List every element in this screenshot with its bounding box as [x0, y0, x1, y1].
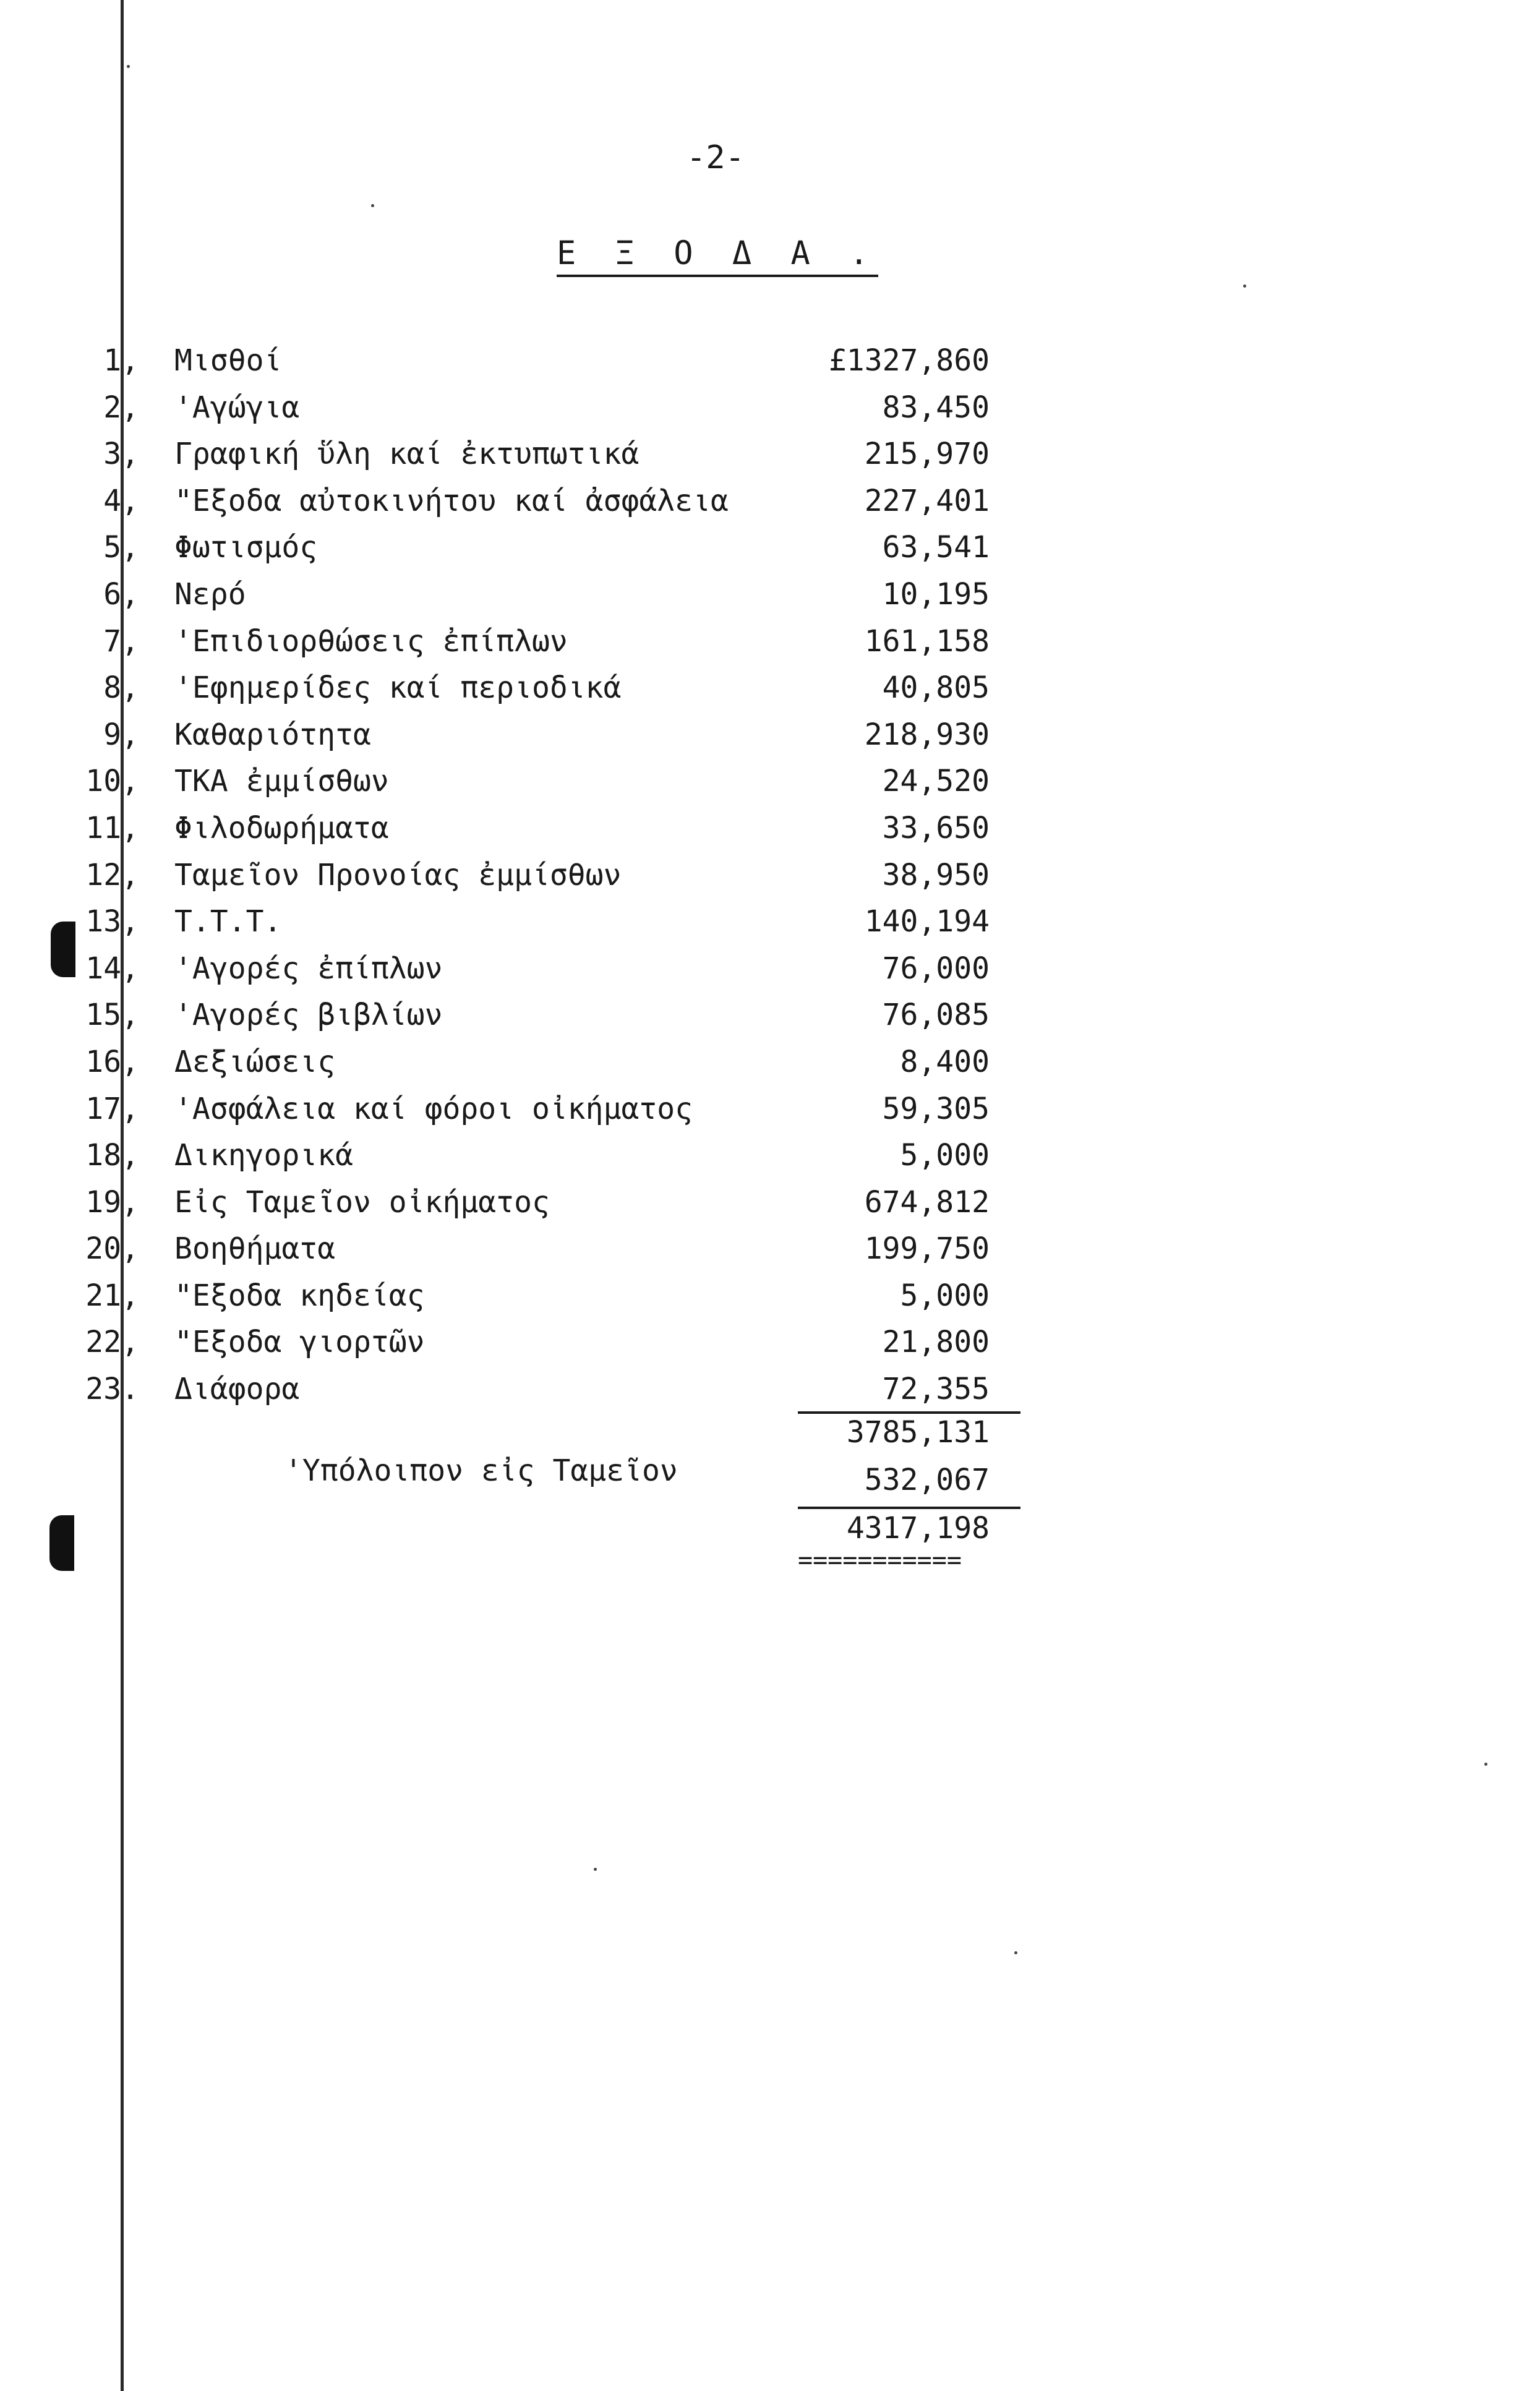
row-number: 10,	[85, 764, 139, 799]
total-amount: 4317,198	[846, 1511, 990, 1546]
scan-speck	[127, 65, 130, 68]
row-amount: 161,158	[864, 623, 990, 659]
row-label: Δεξιώσεις	[174, 1044, 336, 1079]
heading-expenses: Ε Ξ Ο Δ Α .	[557, 235, 878, 277]
expense-row	[0, 1092, 1540, 1139]
row-label: Τ.Τ.Τ.	[174, 904, 282, 939]
row-number: 1,	[103, 343, 139, 378]
row-number: 8,	[103, 670, 139, 706]
row-number: 17,	[85, 1091, 139, 1126]
row-number: 9,	[103, 717, 139, 752]
row-label: 'Αγορές βιβλίων	[174, 998, 443, 1033]
row-number: 19,	[85, 1184, 139, 1220]
sum-rule	[798, 1411, 1020, 1414]
expense-row	[0, 1325, 1540, 1372]
row-label: Εἰς Ταμεῖον οἰκήματος	[174, 1184, 550, 1220]
expense-row	[0, 484, 1540, 531]
row-amount: £1327,860	[828, 343, 990, 378]
row-label: 'Ασφάλεια καί φόροι οἰκήματος	[174, 1091, 693, 1126]
expense-row	[0, 624, 1540, 671]
expense-row	[0, 858, 1540, 905]
total-rule	[798, 1507, 1020, 1509]
row-amount: 215,970	[864, 437, 990, 472]
row-amount: 83,450	[882, 390, 990, 425]
row-label: 'Αγώγια	[174, 390, 300, 425]
row-label: Μισθοί	[174, 343, 282, 378]
row-amount: 76,000	[882, 951, 990, 986]
expense-row	[0, 951, 1540, 998]
row-amount: 40,805	[882, 670, 990, 706]
row-amount: 227,401	[864, 483, 990, 518]
row-number: 16,	[85, 1044, 139, 1079]
row-number: 5,	[103, 530, 139, 565]
expense-row	[0, 717, 1540, 764]
expense-row	[0, 390, 1540, 437]
row-label: Γραφική ὕλη καί ἐκτυπωτικά	[174, 437, 640, 472]
row-label: Ταμεῖον Προνοίας ἐμμίσθων	[174, 857, 622, 892]
scan-speck	[594, 1868, 597, 1871]
row-number: 14,	[85, 951, 139, 986]
row-label: ΤΚΑ ἐμμίσθων	[174, 764, 389, 799]
row-number: 2,	[103, 390, 139, 425]
row-number: 18,	[85, 1138, 139, 1173]
row-number: 15,	[85, 998, 139, 1033]
row-number: 13,	[85, 904, 139, 939]
row-number: 12,	[85, 857, 139, 892]
punch-hole	[49, 1515, 74, 1571]
row-label: Νερό	[174, 576, 246, 612]
scan-speck	[1014, 1951, 1017, 1954]
scan-speck	[1243, 284, 1246, 288]
expense-row	[0, 577, 1540, 624]
row-label: Καθαριότητα	[174, 717, 371, 752]
row-label: 'Εφημερίδες καί περιοδικά	[174, 670, 622, 706]
balance-label: 'Υπόλοιπον εἰς Ταμεῖον	[284, 1453, 678, 1488]
row-number: 22,	[85, 1325, 139, 1360]
row-amount: 218,930	[864, 717, 990, 752]
row-amount: 24,520	[882, 764, 990, 799]
row-amount: 21,800	[882, 1325, 990, 1360]
expense-row	[0, 764, 1540, 811]
row-label: Δικηγορικά	[174, 1138, 353, 1173]
expense-row	[0, 1231, 1540, 1278]
row-number: 4,	[103, 483, 139, 518]
row-label: "Εξοδα αὐτοκινήτου καί ἀσφάλεια	[174, 483, 729, 518]
row-number: 20,	[85, 1231, 139, 1267]
row-amount: 72,355	[882, 1372, 990, 1407]
row-label: Φωτισμός	[174, 530, 318, 565]
expense-row	[0, 904, 1540, 951]
row-amount: 10,195	[882, 576, 990, 612]
page-number: -2-	[687, 139, 745, 176]
expense-row	[0, 670, 1540, 717]
row-label: "Εξοδα κηδείας	[174, 1278, 425, 1313]
row-amount: 33,650	[882, 810, 990, 845]
row-amount: 8,400	[900, 1044, 990, 1079]
expense-row	[0, 1278, 1540, 1325]
expense-row	[0, 998, 1540, 1045]
expense-row	[0, 811, 1540, 858]
expense-row	[0, 1138, 1540, 1185]
expense-row	[0, 1045, 1540, 1092]
double-underline: ===========	[798, 1546, 962, 1575]
row-amount: 76,085	[882, 998, 990, 1033]
row-label: 'Αγορές ἐπίπλων	[174, 951, 443, 986]
scan-speck	[1484, 1763, 1487, 1766]
row-label: "Εξοδα γιορτῶν	[174, 1325, 425, 1360]
row-label: 'Επιδιορθώσεις ἐπίπλων	[174, 623, 568, 659]
row-amount: 59,305	[882, 1091, 990, 1126]
row-number: 7,	[103, 623, 139, 659]
row-amount: 5,000	[900, 1278, 990, 1313]
scan-speck	[371, 204, 374, 207]
row-number: 23.	[85, 1372, 139, 1407]
expense-row	[0, 343, 1540, 390]
row-amount: 140,194	[864, 904, 990, 939]
row-label: Διάφορα	[174, 1372, 300, 1407]
row-number: 3,	[103, 437, 139, 472]
row-label: Βοηθήματα	[174, 1231, 336, 1267]
row-number: 21,	[85, 1278, 139, 1313]
row-label: Φιλοδωρήματα	[174, 810, 389, 845]
row-amount: 5,000	[900, 1138, 990, 1173]
row-amount: 63,541	[882, 530, 990, 565]
row-number: 6,	[103, 576, 139, 612]
expense-row	[0, 530, 1540, 577]
row-amount: 199,750	[864, 1231, 990, 1267]
expense-list	[0, 343, 1540, 1419]
expense-row	[0, 1372, 1540, 1419]
expense-row	[0, 437, 1540, 484]
row-amount: 674,812	[864, 1184, 990, 1220]
row-number: 11,	[85, 810, 139, 845]
subtotal-amount: 3785,131	[846, 1415, 990, 1450]
balance-amount: 532,067	[864, 1463, 990, 1497]
expense-row	[0, 1185, 1540, 1232]
row-amount: 38,950	[882, 857, 990, 892]
